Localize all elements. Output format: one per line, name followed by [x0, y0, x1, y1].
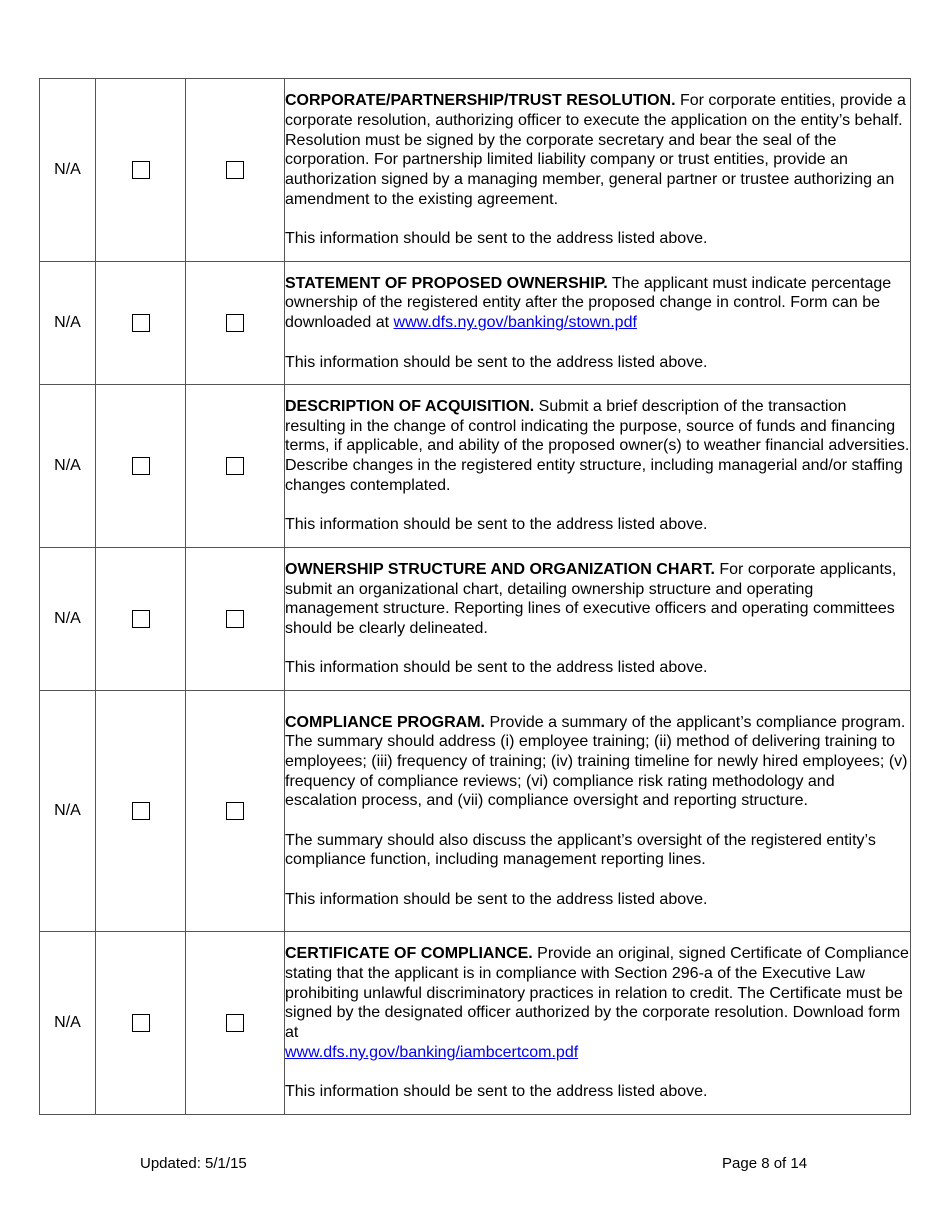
- table-row: [40, 548, 911, 691]
- table-row: [40, 385, 911, 548]
- checkbox[interactable]: [132, 457, 150, 475]
- checkbox-cell: [186, 932, 285, 1115]
- table-row: [40, 932, 911, 1115]
- na-cell: N/A: [40, 548, 96, 691]
- description-cell: [285, 932, 911, 1115]
- checkbox-cell: [96, 932, 186, 1115]
- item-title: CERTIFICATE OF COMPLIANCE.: [285, 945, 533, 963]
- na-cell: N/A: [40, 79, 96, 262]
- item-note: This information should be sent to the address listed above.: [285, 353, 708, 371]
- checkbox[interactable]: [226, 802, 244, 820]
- stown-form-link[interactable]: www.dfs.ny.gov/banking/stown.pdf: [393, 314, 637, 332]
- checkbox[interactable]: [132, 161, 150, 179]
- table-row: [40, 691, 911, 932]
- checkbox[interactable]: [132, 610, 150, 628]
- checkbox[interactable]: [226, 314, 244, 332]
- item-note: This information should be sent to the address listed above.: [285, 1083, 708, 1101]
- item-body: Provide an original, signed Certificate of Compliance stating that the applicant is in compliance with Section 296-a of the Executive Law prohibiting unlawful discriminatory practices in relation to credit. The Certificate must be signed by the designated officer authorized by the corporate resolution. Download form at: [285, 945, 909, 1041]
- checkbox-cell: [186, 385, 285, 548]
- description-cell: [285, 691, 911, 932]
- table-row: [40, 79, 911, 262]
- checkbox-cell: [186, 548, 285, 691]
- na-cell: N/A: [40, 932, 96, 1115]
- item-note: This information should be sent to the address listed above.: [285, 230, 708, 248]
- checkbox[interactable]: [132, 314, 150, 332]
- page-number: Page 8 of 14: [722, 1155, 808, 1172]
- checkbox[interactable]: [132, 802, 150, 820]
- description-cell: [285, 548, 911, 691]
- checkbox-cell: [96, 262, 186, 385]
- item-title: STATEMENT OF PROPOSED OWNERSHIP.: [285, 274, 608, 292]
- requirements-checklist-table: [39, 78, 911, 1115]
- description-cell: [285, 262, 911, 385]
- item-extra: The summary should also discuss the applicant’s oversight of the registered entity’s compliance function, including management reporting lines.: [285, 831, 876, 869]
- checkbox-cell: [186, 691, 285, 932]
- item-note: This information should be sent to the address listed above.: [285, 890, 708, 908]
- item-note: This information should be sent to the address listed above.: [285, 516, 708, 534]
- item-body: Provide a summary of the applicant’s compliance program. The summary should address (i) employee training; (ii) method of delivering training to employees; (iii) frequency of training; (iv) training timeline for newly hired employees; (v) frequency of compliance reviews; (vi) compliance risk rating methodology and escalation process, and (vii) compliance oversight and reporting structure.: [285, 713, 908, 810]
- item-title: CORPORATE/PARTNERSHIP/TRUST RESOLUTION.: [285, 92, 676, 110]
- item-body: For corporate entities, provide a corporate resolution, authorizing officer to execute the application on the entity’s behalf. Resolution must be signed by the corporate secretary and bear the seal of the corporation. For partnership limited liability company or trust entities, provide an authorization signed by a managing member, general partner or trustee authorizing an amendment to the existing agreement.: [285, 92, 906, 208]
- checkbox[interactable]: [226, 161, 244, 179]
- table-row: [40, 262, 911, 385]
- checkbox[interactable]: [226, 610, 244, 628]
- checkbox-cell: [186, 79, 285, 262]
- na-cell: N/A: [40, 385, 96, 548]
- item-title: OWNERSHIP STRUCTURE AND ORGANIZATION CHART.: [285, 560, 715, 578]
- description-cell: [285, 385, 911, 548]
- checkbox[interactable]: [132, 1014, 150, 1032]
- checkbox[interactable]: [226, 1014, 244, 1032]
- checkbox-cell: [96, 385, 186, 548]
- item-body: For corporate applicants, submit an organizational chart, detailing ownership structure and operating management structure. Reporting lines of executive officers and operating committees should be clearly delineated.: [285, 560, 897, 637]
- certificate-form-link[interactable]: www.dfs.ny.gov/banking/iambcertcom.pdf: [285, 1043, 579, 1061]
- item-title: COMPLIANCE PROGRAM.: [285, 713, 485, 731]
- checkbox[interactable]: [226, 457, 244, 475]
- checkbox-cell: [186, 262, 285, 385]
- checkbox-cell: [96, 79, 186, 262]
- updated-date: Updated: 5/1/15: [140, 1155, 247, 1172]
- item-note: This information should be sent to the address listed above.: [285, 659, 708, 677]
- checkbox-cell: [96, 691, 186, 932]
- item-title: DESCRIPTION OF ACQUISITION.: [285, 398, 535, 416]
- item-body: Submit a brief description of the transaction resulting in the change of control indicating the purpose, source of funds and financing terms, if applicable, and ability of the proposed owner(s) to weather financial adversities. Describe changes in the registered entity structure, including managerial and/or staffing changes contemplated.: [285, 398, 910, 494]
- na-cell: N/A: [40, 691, 96, 932]
- checkbox-cell: [96, 548, 186, 691]
- na-cell: N/A: [40, 262, 96, 385]
- item-body: The applicant must indicate percentage ownership of the registered entity after the proposed change in control. Form can be downloaded at: [285, 274, 892, 332]
- description-cell: [285, 79, 911, 262]
